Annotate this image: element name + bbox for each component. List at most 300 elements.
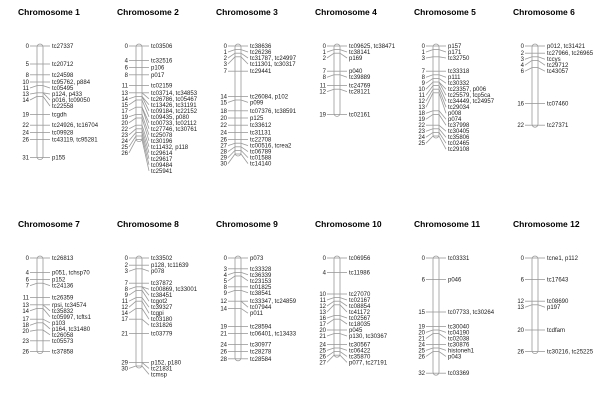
connector-line bbox=[426, 75, 433, 77]
connector-line bbox=[426, 82, 433, 89]
marker-label: tc30196 bbox=[151, 138, 173, 145]
connector-line bbox=[525, 305, 532, 307]
chromosome-6-map bbox=[511, 4, 600, 202]
connector-line bbox=[30, 330, 37, 331]
connector-line bbox=[129, 366, 136, 368]
position-label: 20 bbox=[22, 329, 29, 336]
position-label: 7 bbox=[25, 283, 29, 290]
marker-label: p130, tc30367 bbox=[349, 334, 388, 340]
position-label: 24 bbox=[418, 342, 425, 349]
position-label: 19 bbox=[418, 117, 425, 124]
position-label: 6 bbox=[25, 277, 29, 284]
position-label: 24 bbox=[220, 342, 227, 349]
connector-line bbox=[43, 283, 50, 285]
marker-label: tcgpi bbox=[151, 311, 164, 318]
position-label: 13 bbox=[319, 310, 326, 316]
position-label: 7 bbox=[421, 69, 425, 76]
connector-line bbox=[439, 348, 446, 350]
connector-line bbox=[340, 298, 347, 300]
position-label: 9 bbox=[223, 290, 227, 297]
position-label: 26 bbox=[319, 354, 326, 361]
chromosome-rod bbox=[136, 256, 142, 368]
connector-line bbox=[228, 53, 235, 58]
marker-label: tc05573 bbox=[52, 338, 74, 345]
position-label: 7 bbox=[223, 69, 227, 76]
marker-label: tc26813 bbox=[52, 256, 74, 262]
position-label: 21 bbox=[418, 336, 425, 343]
marker-label: p197 bbox=[547, 305, 561, 312]
marker-label: tc02465 bbox=[448, 141, 470, 148]
connector-line bbox=[241, 57, 248, 64]
connector-line bbox=[129, 125, 136, 129]
position-label: 0 bbox=[421, 44, 425, 50]
position-label: 26 bbox=[220, 137, 227, 144]
marker-label: tc22558 bbox=[52, 104, 74, 110]
position-label: 22 bbox=[220, 123, 227, 130]
marker-label: p125 bbox=[250, 116, 264, 122]
chromosome-title: Chromosome 4 bbox=[315, 7, 377, 17]
position-label: 25 bbox=[319, 348, 326, 355]
marker-label: tc31787, tc24997 bbox=[250, 56, 297, 62]
connector-line bbox=[340, 355, 347, 362]
position-label: 22 bbox=[22, 123, 29, 130]
connector-line bbox=[525, 57, 532, 59]
position-label: 18 bbox=[418, 111, 425, 118]
marker-label: tc38541 bbox=[250, 290, 272, 297]
marker-label: tc24926, tc16704 bbox=[52, 123, 99, 130]
marker-label: tc24598 bbox=[52, 72, 74, 79]
position-label: 8 bbox=[223, 284, 227, 291]
marker-label: tc27966, tc26965 bbox=[547, 51, 594, 58]
chromosome-4-cell bbox=[313, 4, 413, 202]
position-label: 8 bbox=[25, 72, 29, 79]
position-label: 12 bbox=[418, 99, 425, 106]
marker-label: tc26236 bbox=[250, 50, 272, 56]
marker-label: p012, tc31421 bbox=[547, 44, 586, 50]
connector-line bbox=[241, 147, 248, 152]
position-label: 8 bbox=[124, 72, 128, 79]
marker-label: p128, tc11639 bbox=[151, 263, 189, 270]
connector-line bbox=[241, 308, 248, 313]
marker-label: tc23153 bbox=[250, 278, 272, 285]
marker-label: tc35832 bbox=[52, 308, 74, 315]
position-label: 19 bbox=[418, 324, 425, 331]
marker-label: tc28584 bbox=[250, 356, 272, 363]
chromosome-title: Chromosome 3 bbox=[216, 7, 278, 17]
chromosome-title: Chromosome 2 bbox=[117, 7, 179, 17]
position-label: 0 bbox=[322, 44, 326, 50]
position-label: 10 bbox=[22, 80, 29, 86]
marker-label: p043 bbox=[448, 354, 462, 361]
connector-line bbox=[340, 53, 347, 58]
marker-label: tc07376, tc38591 bbox=[250, 108, 297, 115]
marker-label: tc04190 bbox=[448, 330, 470, 337]
position-label: 20 bbox=[121, 120, 128, 127]
marker-label: p074 bbox=[448, 117, 462, 124]
connector-line bbox=[426, 334, 433, 339]
chromosome-3-map bbox=[214, 4, 314, 202]
connector-line bbox=[426, 50, 433, 52]
marker-label: tc00516, tcrea2 bbox=[250, 143, 292, 150]
position-label: 6 bbox=[124, 65, 128, 72]
position-label: 23 bbox=[418, 129, 425, 136]
marker-label: tc25941 bbox=[151, 168, 173, 175]
marker-label: tc24769 bbox=[349, 83, 371, 90]
connector-line bbox=[241, 154, 248, 164]
connector-line bbox=[439, 93, 446, 113]
connector-line bbox=[30, 308, 37, 310]
marker-label: tc32516 bbox=[151, 58, 173, 65]
connector-line bbox=[439, 78, 446, 83]
marker-label: tc26359 bbox=[52, 295, 74, 302]
marker-label: tc02159 bbox=[151, 83, 173, 90]
chromosome-title: Chromosome 5 bbox=[414, 7, 476, 17]
chromosome-rod bbox=[433, 256, 439, 375]
position-label: 23 bbox=[22, 338, 29, 345]
position-label: 4 bbox=[25, 270, 29, 277]
position-label: 9 bbox=[124, 293, 128, 300]
marker-label: tc02567 bbox=[349, 316, 371, 322]
marker-label: tc29441 bbox=[250, 69, 272, 76]
position-label: 12 bbox=[220, 299, 227, 306]
connector-line bbox=[439, 352, 446, 357]
marker-label: p169 bbox=[349, 56, 363, 62]
position-label: 19 bbox=[319, 112, 326, 119]
position-label: 14 bbox=[22, 98, 29, 104]
marker-label: tc00869, tc33001 bbox=[151, 287, 198, 294]
marker-label: tc28121 bbox=[349, 89, 371, 96]
connector-line bbox=[426, 111, 433, 113]
position-label: 24 bbox=[22, 130, 29, 137]
marker-label: tc33612 bbox=[250, 123, 272, 130]
position-label: 2 bbox=[223, 56, 227, 62]
connector-line bbox=[142, 269, 149, 271]
position-label: 6 bbox=[421, 277, 425, 284]
position-label: 12 bbox=[319, 89, 326, 96]
connector-line bbox=[327, 301, 334, 306]
position-label: 13 bbox=[517, 305, 524, 312]
connector-line bbox=[327, 305, 334, 312]
connector-line bbox=[228, 57, 235, 64]
position-label: 10 bbox=[319, 292, 326, 298]
chromosome-title: Chromosome 6 bbox=[513, 7, 575, 17]
position-label: 11 bbox=[121, 83, 128, 90]
position-label: 26 bbox=[418, 354, 425, 361]
position-label: 27 bbox=[220, 143, 227, 150]
position-label: 26 bbox=[517, 349, 524, 356]
marker-label: tc29617 bbox=[151, 156, 173, 163]
connector-line bbox=[426, 136, 433, 143]
position-label: 1 bbox=[421, 50, 425, 56]
marker-label: tc34449, tc24957 bbox=[448, 99, 495, 106]
marker-label: tc03714, tc34853 bbox=[151, 90, 198, 97]
marker-label: tc02167 bbox=[349, 298, 371, 304]
marker-label: tc09435, p080 bbox=[151, 114, 190, 121]
marker-label: tc06401, tc13433 bbox=[250, 331, 297, 338]
connector-line bbox=[43, 319, 50, 323]
marker-label: p008 bbox=[448, 111, 462, 118]
position-label: 13 bbox=[121, 90, 128, 97]
position-label: 18 bbox=[22, 323, 29, 330]
connector-line bbox=[327, 319, 334, 324]
marker-label: tc31826 bbox=[151, 323, 173, 330]
connector-line bbox=[327, 316, 334, 318]
position-label: 0 bbox=[25, 256, 29, 262]
marker-label: p045 bbox=[349, 328, 363, 334]
position-label: 30 bbox=[121, 366, 128, 373]
marker-label: tc36339 bbox=[250, 272, 272, 279]
position-label: 32 bbox=[418, 371, 425, 378]
connector-line bbox=[129, 107, 136, 111]
marker-label: tc07460 bbox=[547, 101, 569, 108]
position-label: 20 bbox=[319, 328, 326, 334]
marker-label: tc24136 bbox=[52, 283, 74, 290]
marker-label: tc39889 bbox=[349, 75, 371, 82]
connector-line bbox=[327, 50, 334, 52]
connector-line bbox=[426, 330, 433, 332]
connector-line bbox=[340, 334, 347, 336]
position-label: 22 bbox=[517, 123, 524, 130]
position-label: 20 bbox=[220, 116, 227, 122]
connector-line bbox=[129, 100, 136, 105]
chromosome-title: Chromosome 8 bbox=[117, 219, 179, 229]
connector-line bbox=[426, 57, 433, 58]
chromosome-3-cell bbox=[214, 4, 314, 202]
marker-label: tc37858 bbox=[52, 349, 74, 356]
chromosome-1-map bbox=[16, 4, 116, 202]
position-label: 26 bbox=[121, 150, 128, 157]
marker-label: p164, tc31480 bbox=[52, 326, 91, 333]
position-label: 0 bbox=[520, 44, 524, 50]
marker-label: tc11986 bbox=[349, 270, 370, 277]
connector-line bbox=[327, 53, 334, 58]
connector-line bbox=[241, 276, 248, 281]
marker-label: histoneh1 bbox=[448, 348, 475, 355]
connector-line bbox=[129, 301, 136, 307]
connector-line bbox=[439, 334, 446, 339]
marker-label: tc33347, tc24859 bbox=[250, 299, 297, 306]
connector-line bbox=[426, 132, 433, 137]
position-label: 14 bbox=[121, 311, 128, 318]
position-label: 12 bbox=[319, 304, 326, 310]
marker-label: tc95762, p884 bbox=[52, 80, 91, 86]
marker-label: tc33502 bbox=[151, 256, 173, 262]
connector-line bbox=[129, 290, 136, 295]
marker-label: tc30216, tc25225 bbox=[547, 349, 594, 356]
chromosome-7-map bbox=[16, 216, 116, 414]
marker-label: tc11301, tc30317 bbox=[250, 62, 296, 68]
connector-line bbox=[439, 57, 446, 58]
position-label: 16 bbox=[517, 101, 524, 108]
position-label: 0 bbox=[322, 256, 326, 262]
connector-line bbox=[327, 348, 334, 350]
position-label: 21 bbox=[220, 331, 227, 338]
marker-label: p157 bbox=[448, 44, 462, 50]
position-label: 26 bbox=[220, 349, 227, 356]
position-label: 18 bbox=[220, 108, 227, 115]
connector-line bbox=[228, 272, 235, 274]
marker-label: tc28594 bbox=[250, 324, 272, 331]
connector-line bbox=[43, 323, 50, 329]
marker-label: tc28278 bbox=[250, 349, 272, 356]
chromosome-title: Chromosome 11 bbox=[414, 219, 481, 229]
connector-line bbox=[439, 330, 446, 332]
position-label: 17 bbox=[22, 317, 29, 324]
connector-line bbox=[340, 319, 347, 324]
position-label: 10 bbox=[418, 87, 425, 94]
connector-line bbox=[327, 352, 334, 357]
position-label: 26 bbox=[22, 349, 29, 356]
connector-line bbox=[241, 53, 248, 58]
position-label: 20 bbox=[418, 330, 425, 337]
connector-line bbox=[129, 96, 136, 98]
connector-line bbox=[228, 150, 235, 157]
position-label: 4 bbox=[124, 58, 128, 65]
marker-label: tc09484 bbox=[151, 162, 173, 169]
position-label: 19 bbox=[220, 324, 227, 331]
position-label: 3 bbox=[223, 62, 227, 68]
marker-label: tc25078 bbox=[151, 132, 173, 139]
marker-label: p155 bbox=[52, 155, 66, 162]
marker-label: tc30567 bbox=[349, 342, 371, 349]
connector-line bbox=[340, 305, 347, 312]
position-label: 15 bbox=[418, 310, 425, 316]
position-label: 0 bbox=[124, 44, 128, 50]
marker-label: p152 bbox=[52, 277, 66, 284]
marker-label: tc38636 bbox=[250, 44, 272, 50]
position-label: 3 bbox=[520, 57, 524, 64]
position-label: 13 bbox=[22, 302, 29, 309]
position-label: 0 bbox=[124, 256, 128, 262]
marker-label: tc43057 bbox=[547, 69, 569, 76]
connector-line bbox=[228, 143, 235, 145]
position-label: 0 bbox=[520, 256, 524, 262]
marker-label: tc23357, p006 bbox=[448, 87, 487, 94]
position-label: 17 bbox=[319, 322, 326, 328]
position-label: 16 bbox=[319, 316, 326, 322]
marker-label: tc26786, tc05467 bbox=[151, 96, 198, 103]
position-label: 22 bbox=[418, 123, 425, 130]
chromosome-title: Chromosome 12 bbox=[513, 219, 580, 229]
marker-label: tc21831 bbox=[151, 366, 173, 373]
connector-line bbox=[142, 319, 149, 325]
chromosome-12-cell bbox=[511, 216, 600, 414]
marker-label: p171 bbox=[448, 50, 462, 56]
connector-line bbox=[426, 78, 433, 83]
chromosome-8-cell bbox=[115, 216, 215, 414]
marker-label: tc03506 bbox=[151, 44, 173, 50]
marker-label: tc33318 bbox=[448, 69, 470, 76]
position-label: 19 bbox=[22, 112, 29, 119]
connector-line bbox=[228, 290, 235, 292]
connector-line bbox=[426, 352, 433, 357]
position-label: 3 bbox=[421, 56, 425, 62]
connector-line bbox=[129, 287, 136, 289]
marker-label: tc05495 bbox=[52, 86, 74, 92]
position-label: 2 bbox=[520, 51, 524, 58]
marker-label: p016, tc09050 bbox=[52, 98, 91, 104]
marker-label: tcgot2 bbox=[151, 299, 168, 306]
position-label: 11 bbox=[418, 93, 425, 100]
marker-label: tc03180 bbox=[151, 317, 173, 324]
marker-label: tc08690 bbox=[547, 299, 569, 306]
position-label: 30 bbox=[220, 161, 227, 168]
position-label: 0 bbox=[223, 256, 227, 262]
connector-line bbox=[426, 348, 433, 350]
position-label: 24 bbox=[418, 135, 425, 142]
marker-label: tc03369 bbox=[448, 371, 470, 378]
marker-label: tc30876 bbox=[448, 342, 470, 349]
chromosome-title: Chromosome 9 bbox=[216, 219, 278, 229]
position-label: 21 bbox=[121, 331, 128, 338]
connector-line bbox=[327, 89, 334, 91]
chromosome-10-map bbox=[313, 216, 413, 414]
connector-line bbox=[30, 96, 37, 100]
marker-label: tc27371 bbox=[547, 123, 569, 130]
marker-label: tc29108 bbox=[448, 147, 470, 154]
connector-line bbox=[241, 100, 248, 102]
position-label: 25 bbox=[418, 348, 425, 355]
position-label: 5 bbox=[223, 278, 227, 285]
marker-label: tc20712 bbox=[52, 62, 74, 68]
marker-label: tc38451 bbox=[151, 293, 173, 300]
position-label: 23 bbox=[121, 132, 128, 139]
marker-label: tc35870 bbox=[349, 354, 371, 361]
connector-line bbox=[340, 348, 347, 350]
position-label: 25 bbox=[121, 144, 128, 151]
position-label: 13 bbox=[418, 105, 425, 112]
connector-line bbox=[426, 114, 433, 119]
position-label: 26 bbox=[22, 137, 29, 144]
connector-line bbox=[30, 323, 37, 325]
connector-line bbox=[30, 86, 37, 88]
marker-label: tc39327 bbox=[151, 305, 173, 312]
position-label: 1 bbox=[322, 50, 326, 56]
position-label: 29 bbox=[220, 155, 227, 162]
position-label: 13 bbox=[22, 92, 29, 98]
position-label: 4 bbox=[322, 270, 326, 277]
marker-label: tc17643 bbox=[547, 277, 569, 284]
position-label: 8 bbox=[421, 75, 425, 82]
marker-label: tc41172 bbox=[349, 310, 370, 316]
marker-label: p046 bbox=[448, 277, 462, 284]
connector-line bbox=[241, 301, 248, 307]
marker-label: tc26084, p102 bbox=[250, 94, 289, 101]
position-label: 11 bbox=[319, 298, 326, 304]
connector-line bbox=[129, 269, 136, 271]
connector-line bbox=[340, 50, 347, 52]
connector-line bbox=[228, 100, 235, 102]
position-label: 5 bbox=[25, 62, 29, 68]
marker-label: tc29034 bbox=[448, 105, 470, 112]
marker-label: tc18035 bbox=[349, 322, 371, 328]
marker-label: tcne1, p112 bbox=[547, 256, 578, 262]
connector-line bbox=[340, 352, 347, 357]
connector-line bbox=[129, 114, 136, 116]
position-label: 24 bbox=[121, 138, 128, 145]
connector-line bbox=[228, 276, 235, 281]
marker-label: tc27070 bbox=[349, 292, 371, 298]
position-label: 15 bbox=[121, 102, 128, 109]
chromosome-11-cell bbox=[412, 216, 512, 414]
marker-label: tc31131 bbox=[250, 130, 271, 137]
position-label: 0 bbox=[25, 44, 29, 50]
marker-label: tc13426, tc31191 bbox=[151, 102, 197, 109]
position-label: 28 bbox=[220, 149, 227, 156]
position-label: 3 bbox=[124, 269, 128, 276]
connector-line bbox=[241, 50, 248, 52]
marker-label: tc03331 bbox=[448, 256, 470, 262]
